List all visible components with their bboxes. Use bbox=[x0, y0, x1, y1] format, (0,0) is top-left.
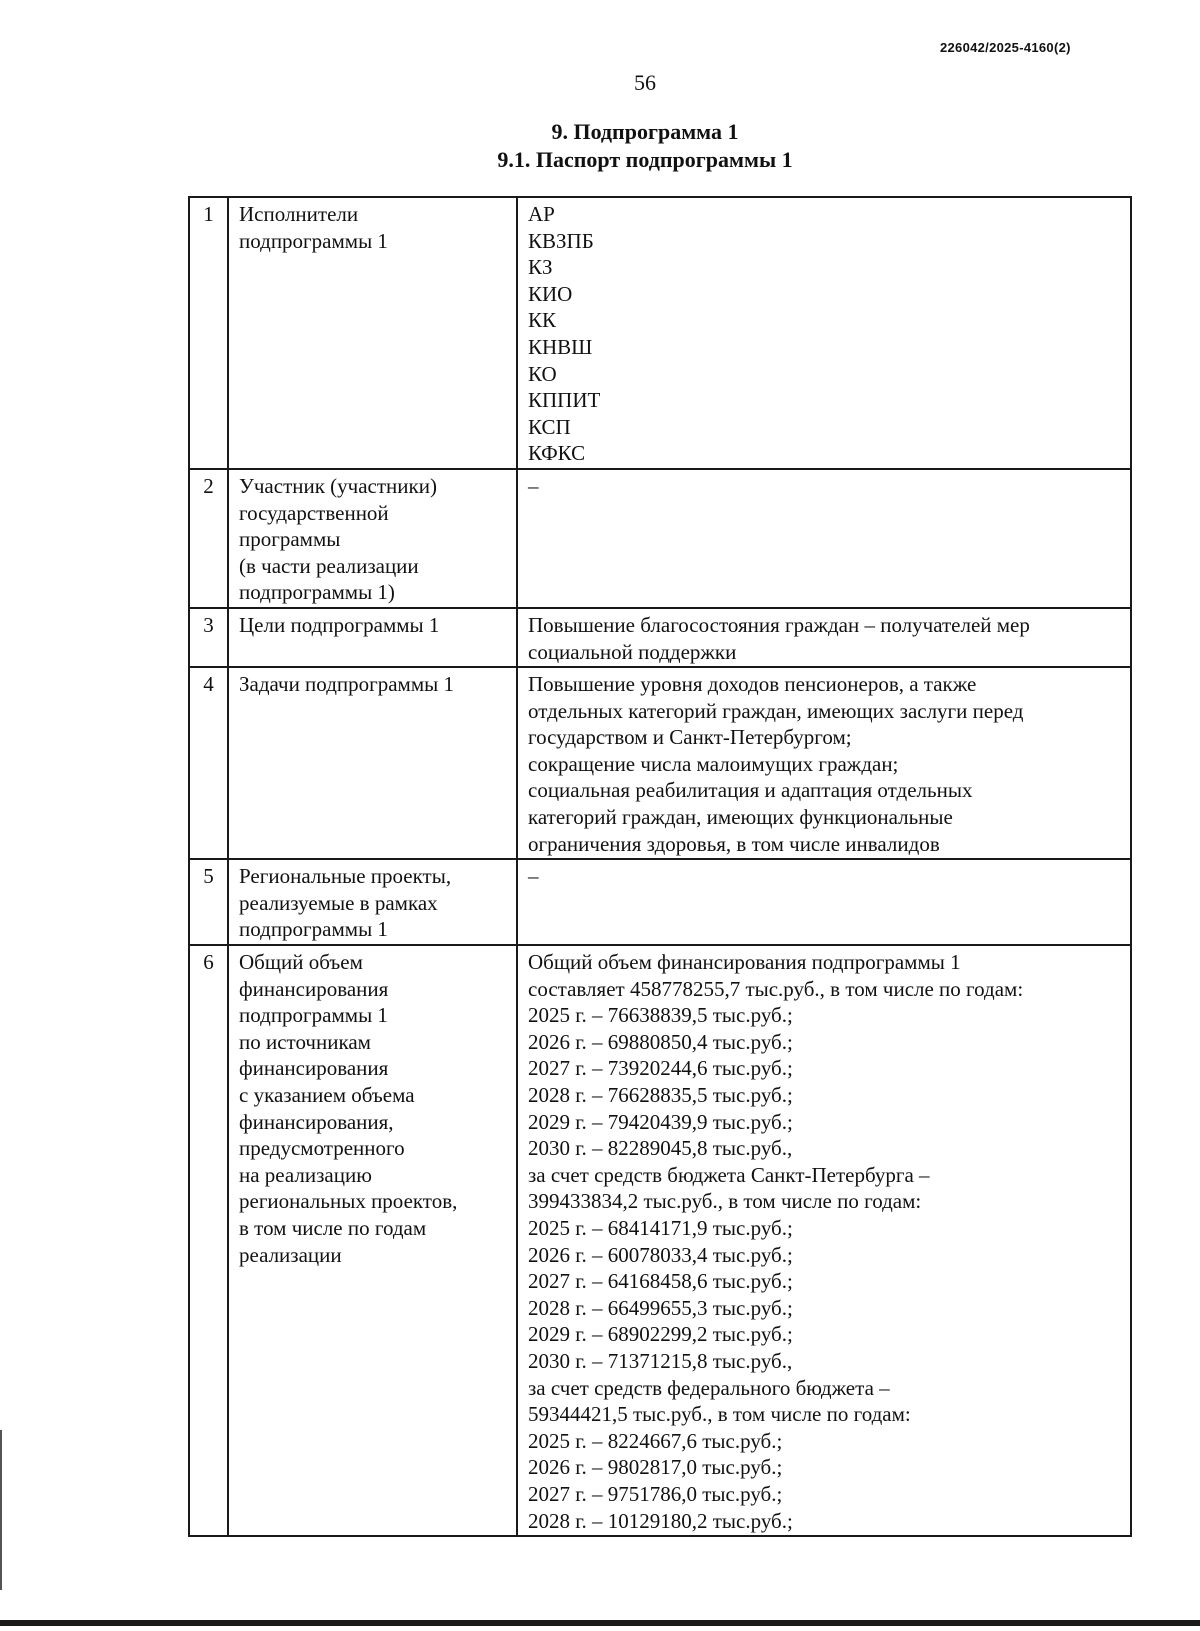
row-label-line: Задачи подпрограммы 1 bbox=[239, 672, 454, 697]
row-label-line: на реализацию bbox=[239, 1162, 372, 1187]
subprogram-passport-table bbox=[188, 196, 1132, 1537]
row-label-line: Общий объем bbox=[239, 950, 363, 975]
row-value-line: за счет средств федерального бюджета – bbox=[528, 1375, 890, 1400]
page-number: 56 bbox=[634, 70, 656, 95]
row-label-line: региональных проектов, bbox=[239, 1189, 458, 1214]
row-label-line: предусмотренного bbox=[239, 1136, 405, 1161]
section-title: 9. Подпрограмма 1 bbox=[551, 119, 739, 144]
row-value-line: 2027 г. – 64168458,6 тыс.руб.; bbox=[528, 1269, 793, 1294]
row-label-line: финансирования bbox=[239, 976, 389, 1001]
row-label-cell bbox=[228, 859, 517, 945]
row-value-line: Повышение благосостояния граждан – получателей мер bbox=[528, 612, 1030, 637]
row-value-line: 2027 г. – 9751786,0 тыс.руб.; bbox=[528, 1481, 783, 1506]
section-subtitle: 9.1. Паспорт подпрограммы 1 bbox=[497, 147, 793, 172]
row-value-line: 2028 г. – 10129180,2 тыс.руб.; bbox=[528, 1508, 793, 1533]
scan-bottom-edge bbox=[0, 1620, 1200, 1626]
row-label-line: реализуемые в рамках bbox=[239, 890, 438, 915]
row-value-line: 2025 г. – 8224667,6 тыс.руб.; bbox=[528, 1428, 783, 1453]
row-value-line: государством и Санкт-Петербургом; bbox=[528, 725, 852, 750]
document-registration-number: 226042/2025-4160(2) bbox=[940, 40, 1071, 55]
row-label-line: программы bbox=[239, 527, 341, 552]
row-value-line: составляет 458778255,7 тыс.руб., в том числе по годам: bbox=[528, 976, 1024, 1001]
row-value-line: КО bbox=[528, 361, 557, 386]
row-value-line: КФКС bbox=[528, 441, 586, 466]
row-label-line: в том числе по годам bbox=[239, 1215, 427, 1240]
row-label-line: по источникам bbox=[239, 1029, 371, 1054]
row-value-line: 2025 г. – 68414171,9 тыс.руб.; bbox=[528, 1215, 793, 1240]
row-value-line: КСП bbox=[528, 414, 571, 439]
row-value-line: – bbox=[528, 473, 539, 498]
row-label-line: (в части реализации bbox=[239, 553, 419, 578]
scan-edge-mark bbox=[0, 1430, 2, 1590]
row-value-line: социальная реабилитация и адаптация отдельных bbox=[528, 778, 973, 803]
row-label-cell bbox=[228, 608, 517, 667]
row-value-cell bbox=[517, 469, 1131, 608]
row-value-line: 59344421,5 тыс.руб., в том числе по годам: bbox=[528, 1402, 911, 1427]
row-label-line: подпрограммы 1 bbox=[239, 1003, 388, 1028]
row-value-cell bbox=[517, 667, 1131, 859]
row-label-line: Региональные проекты, bbox=[239, 864, 452, 889]
row-value-line: 2026 г. – 69880850,4 тыс.руб.; bbox=[528, 1029, 793, 1054]
row-label-line: финансирования bbox=[239, 1056, 389, 1081]
row-value-cell bbox=[517, 608, 1131, 667]
row-label-line: подпрограммы 1) bbox=[239, 580, 395, 605]
row-value-line: КИО bbox=[528, 281, 573, 306]
section-titles bbox=[0, 118, 1200, 174]
row-value-line: КНВШ bbox=[528, 334, 593, 359]
row-value-cell bbox=[517, 945, 1131, 1536]
row-label-line: подпрограммы 1 bbox=[239, 228, 388, 253]
row-number-cell: 4 bbox=[189, 667, 228, 859]
row-value-line: АР bbox=[528, 202, 555, 226]
table-row bbox=[189, 667, 1131, 859]
row-value-line: КППИТ bbox=[528, 388, 601, 413]
row-value-line: ограничения здоровья, в том числе инвалидов bbox=[528, 831, 940, 856]
passport-table-body bbox=[189, 197, 1131, 1536]
row-value-line: КВЗПБ bbox=[528, 228, 594, 253]
row-label-line: Исполнители bbox=[239, 202, 359, 226]
row-value-line: 2028 г. – 66499655,3 тыс.руб.; bbox=[528, 1295, 793, 1320]
row-value-line: сокращение числа малоимущих граждан; bbox=[528, 751, 899, 776]
row-value-line: отдельных категорий граждан, имеющих заслуги перед bbox=[528, 698, 1024, 723]
row-value-line: 2025 г. – 76638839,5 тыс.руб.; bbox=[528, 1003, 793, 1028]
row-value-line: 2028 г. – 76628835,5 тыс.руб.; bbox=[528, 1083, 793, 1107]
row-label-cell bbox=[228, 197, 517, 469]
row-label-line: финансирования, bbox=[239, 1109, 394, 1134]
table-row bbox=[189, 197, 1131, 469]
row-value-line: КЗ bbox=[528, 255, 553, 280]
row-number-cell: 5 bbox=[189, 859, 228, 945]
row-label-line: Цели подпрограммы 1 bbox=[239, 612, 440, 637]
row-value-line: социальной поддержки bbox=[528, 639, 737, 664]
row-value-line: 2027 г. – 73920244,6 тыс.руб.; bbox=[528, 1056, 793, 1081]
row-value-line: 2030 г. – 71371215,8 тыс.руб., bbox=[528, 1348, 793, 1373]
row-label-line: государственной bbox=[239, 500, 389, 525]
row-value-cell bbox=[517, 197, 1131, 469]
table-row bbox=[189, 945, 1131, 1536]
row-label-cell bbox=[228, 469, 517, 608]
row-value-line: Общий объем финансирования подпрограммы 1 bbox=[528, 950, 961, 975]
row-value-line: категорий граждан, имеющих функциональные bbox=[528, 805, 953, 830]
table-row bbox=[189, 608, 1131, 667]
row-value-cell bbox=[517, 859, 1131, 945]
row-label-line: подпрограммы 1 bbox=[239, 917, 388, 942]
row-value-line: 2026 г. – 60078033,4 тыс.руб.; bbox=[528, 1242, 793, 1267]
table-row bbox=[189, 469, 1131, 608]
table-row bbox=[189, 859, 1131, 945]
row-number-cell: 3 bbox=[189, 608, 228, 667]
row-value-line: 399433834,2 тыс.руб., в том числе по годам: bbox=[528, 1189, 922, 1214]
row-value-line: КК bbox=[528, 308, 557, 333]
row-value-line: 2026 г. – 9802817,0 тыс.руб.; bbox=[528, 1455, 783, 1480]
row-label-cell bbox=[228, 667, 517, 859]
row-value-line: за счет средств бюджета Санкт-Петербурга – bbox=[528, 1162, 930, 1187]
row-label-line: Участник (участники) bbox=[239, 473, 437, 498]
row-value-line: – bbox=[528, 864, 539, 889]
row-number-cell: 6 bbox=[189, 945, 228, 1536]
row-label-line: реализации bbox=[239, 1242, 342, 1267]
row-label-line: с указанием объема bbox=[239, 1083, 415, 1107]
row-label-cell bbox=[228, 945, 517, 1536]
row-value-line: 2030 г. – 82289045,8 тыс.руб., bbox=[528, 1136, 793, 1161]
row-value-line: 2029 г. – 79420439,9 тыс.руб.; bbox=[528, 1109, 793, 1134]
row-number-cell: 1 bbox=[189, 197, 228, 469]
row-value-line: 2029 г. – 68902299,2 тыс.руб.; bbox=[528, 1322, 793, 1347]
row-number-cell: 2 bbox=[189, 469, 228, 608]
row-value-line: Повышение уровня доходов пенсионеров, а также bbox=[528, 672, 977, 697]
